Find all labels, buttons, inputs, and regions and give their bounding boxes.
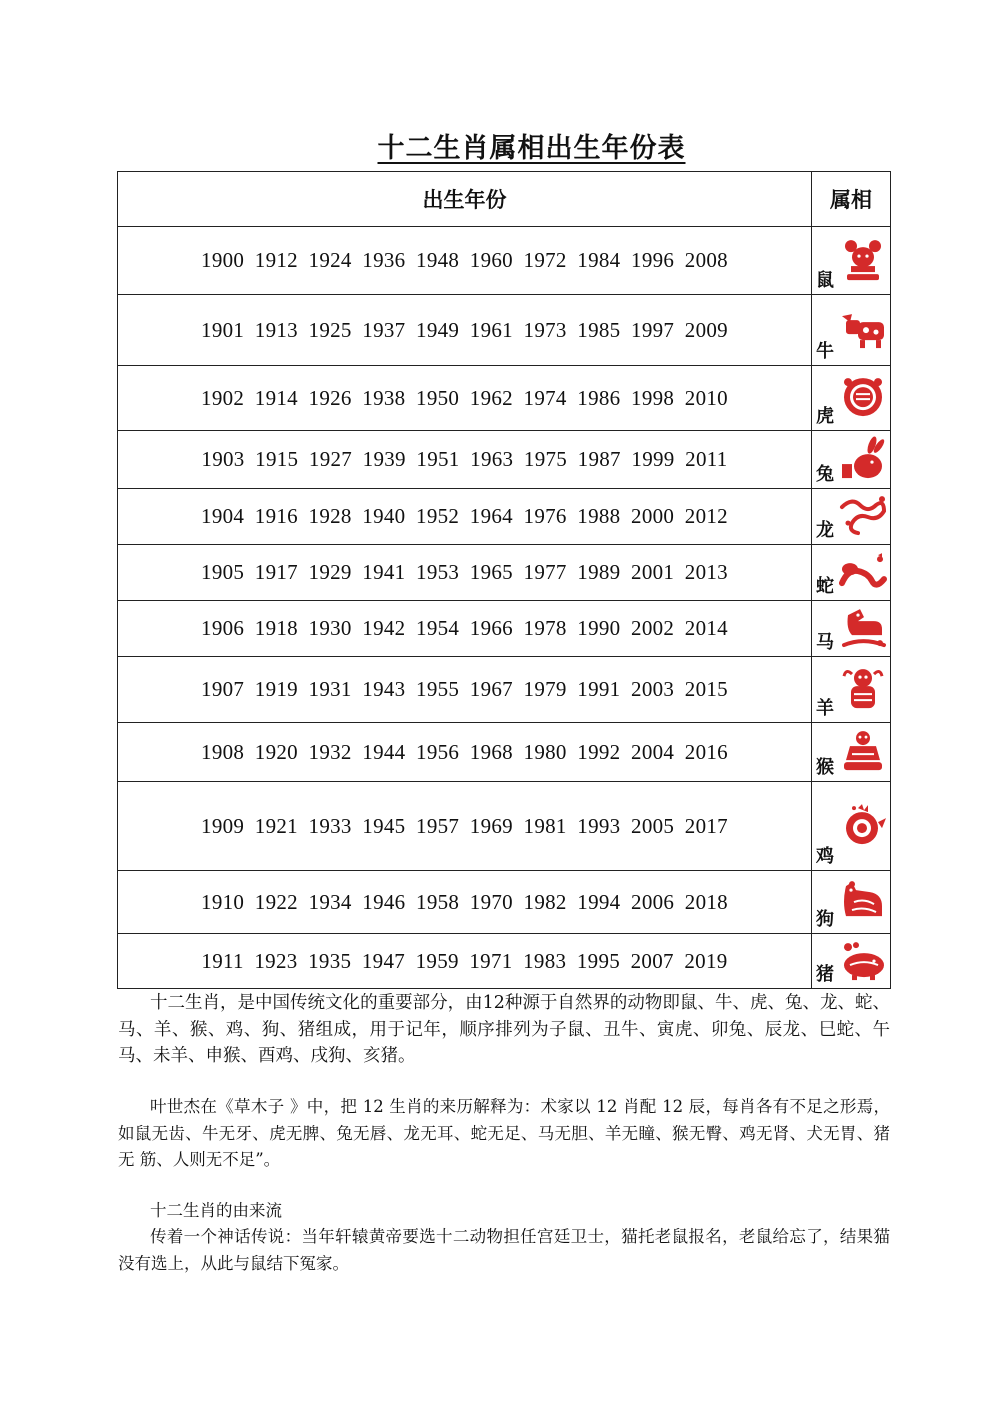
page-title: 十二生肖属相出生年份表 [377, 133, 686, 164]
birth-years-cell: 1904 1916 1928 1940 1952 1964 1976 1988 2000 2012 [118, 489, 812, 545]
intro-paragraph: 十二生肖，是中国传统文化的重要部分，由12种源于自然界的动物即鼠、牛、虎、兔、龙、蛇、马、羊、猴、鸡、狗、猪组成，用于记年，顺序排列为子鼠、丑牛、寅虎、卯兔、辰龙、巳蛇、午马、未羊、申猴、酉鸡、戌狗、亥猪。 [118, 993, 890, 1066]
table-row [118, 601, 891, 657]
table-row [118, 366, 891, 431]
animal-name: 兔 [816, 464, 834, 485]
animal-name: 鸡 [816, 846, 834, 867]
animal-name: 龙 [816, 520, 834, 541]
zodiac-animal-cell [812, 295, 891, 366]
table-row [118, 723, 891, 782]
zodiac-animal-cell [812, 782, 891, 871]
table-row [118, 934, 891, 989]
animal-name: 马 [816, 632, 834, 653]
birth-years-cell: 1911 1923 1935 1947 1959 1971 1983 1995 2007 2019 [118, 934, 812, 989]
zodiac-animal-cell [812, 431, 891, 489]
birth-years-cell: 1905 1917 1929 1941 1953 1965 1977 1989 2001 2013 [118, 545, 812, 601]
zodiac-table [117, 171, 891, 989]
zodiac-animal-cell [812, 366, 891, 431]
zodiac-animal-cell [812, 723, 891, 782]
table-row [118, 295, 891, 366]
zodiac-animal-cell [812, 601, 891, 657]
table-row [118, 227, 891, 295]
animal-name: 蛇 [816, 576, 834, 597]
zodiac-animal-cell [812, 657, 891, 723]
table-row [118, 871, 891, 934]
zodiac-animal-cell [812, 489, 891, 545]
table-row [118, 489, 891, 545]
header-birth-years: 出生年份 [118, 172, 812, 227]
animal-name: 牛 [816, 341, 834, 362]
animal-name: 虎 [816, 406, 834, 427]
zodiac-animal-cell [812, 871, 891, 934]
table-header-row [118, 172, 891, 227]
birth-years-cell: 1906 1918 1930 1942 1954 1966 1978 1990 2002 2014 [118, 601, 812, 657]
legend-heading: 十二生肖的由来流 [150, 1201, 282, 1220]
animal-name: 羊 [816, 698, 834, 719]
table-row [118, 431, 891, 489]
birth-years-cell: 1910 1922 1934 1946 1958 1970 1982 1994 2006 2018 [118, 871, 812, 934]
birth-years-cell: 1902 1914 1926 1938 1950 1962 1974 1986 1998 2010 [118, 366, 812, 431]
animal-name: 猴 [816, 757, 834, 778]
table-row [118, 657, 891, 723]
birth-years-cell: 1907 1919 1931 1943 1955 1967 1979 1991 2003 2015 [118, 657, 812, 723]
zodiac-animal-cell [812, 227, 891, 295]
table-row [118, 782, 891, 871]
zodiac-animal-cell [812, 545, 891, 601]
birth-years-cell: 1903 1915 1927 1939 1951 1963 1975 1987 1999 2011 [118, 431, 812, 489]
birth-years-cell: 1908 1920 1932 1944 1956 1968 1980 1992 2004 2016 [118, 723, 812, 782]
birth-years-cell: 1901 1913 1925 1937 1949 1961 1973 1985 1997 2009 [118, 295, 812, 366]
zodiac-animal-cell [812, 934, 891, 989]
animal-name: 猪 [816, 964, 834, 985]
animal-name: 鼠 [816, 270, 834, 291]
legend-paragraph: 传着一个神话传说：当年轩辕黄帝要选十二动物担任宫廷卫士，猫托老鼠报名，老鼠给忘了，结果猫没有选上，从此与鼠结下冤家。 [118, 1227, 890, 1273]
header-animal: 属相 [812, 172, 891, 227]
birth-years-cell: 1909 1921 1933 1945 1957 1969 1981 1993 2005 2017 [118, 782, 812, 871]
animal-name: 狗 [816, 909, 834, 930]
birth-years-cell: 1900 1912 1924 1936 1948 1960 1972 1984 1996 2008 [118, 227, 812, 295]
table-row [118, 545, 891, 601]
origin-paragraph: 叶世杰在《草木子 》中，把 12 生肖的来历解释为：术家以 12 肖配 12 辰，每肖各有不足之形焉，如鼠无齿、牛无牙、虎无脾、兔无唇、龙无耳、蛇无足、马无胆、羊无瞳、猴无臀、鸡无肾、犬无胃、猪无 筋、人则无不足”。 [118, 1097, 890, 1169]
